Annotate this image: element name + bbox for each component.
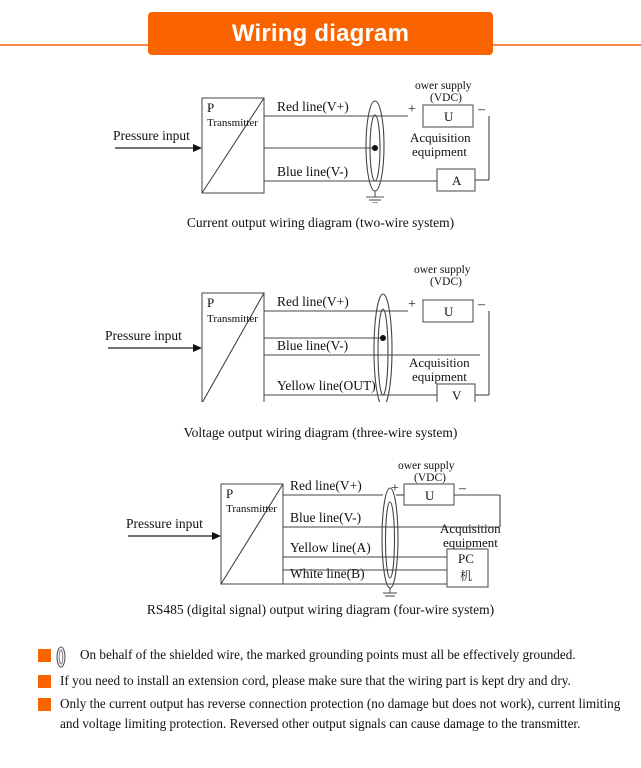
transmitter-symbol-1: P <box>207 100 215 115</box>
power-supply-label-line1-3: ower supply <box>398 460 455 472</box>
note-item <box>0 671 641 691</box>
power-supply-minus-1: – <box>478 102 485 117</box>
wire-label-3-1: Red line(V+) <box>290 478 362 493</box>
note-text: If you need to install an extension cord, please make sure that the wiring part is kept dry and dry. <box>60 673 571 688</box>
wire-label-2-2: Blue line(V-) <box>277 338 349 353</box>
acquisition-label-line1-2: Acquisition <box>409 355 470 370</box>
power-supply-box-1: U <box>444 109 454 124</box>
notes-list <box>0 645 641 737</box>
acquisition-box-2: V <box>452 388 462 402</box>
acquisition-box-line2-3: 机 <box>460 569 473 583</box>
diagram-caption-1: Current output wiring diagram (two-wire system) <box>186 215 455 230</box>
acquisition-label-line1-3: Acquisition <box>440 521 501 536</box>
note-item <box>0 694 641 734</box>
transmitter-label-3: Transmitter <box>226 503 277 515</box>
acquisition-box-1: A <box>452 173 462 188</box>
diagram-voltage-output <box>0 262 641 402</box>
acquisition-label-line1-1: Acquisition <box>410 130 471 145</box>
acquisition-label-line2-2: equipment <box>412 369 467 384</box>
page-title: Wiring diagram <box>231 19 410 47</box>
wire-label-1-1: Red line(V+) <box>277 99 349 114</box>
bullet-square-icon <box>38 698 51 711</box>
note-text: On behalf of the shielded wire, the marked grounding points must all be effectively grounded. <box>80 647 576 662</box>
acquisition-box-line1-3: PC <box>458 551 474 566</box>
pressure-input-label-3: Pressure input <box>126 516 203 531</box>
wire-label-2-1: Red line(V+) <box>277 294 349 309</box>
diagram-rs485-output <box>0 460 641 600</box>
transmitter-symbol-3: P <box>226 486 234 501</box>
note-text: Only the current output has reverse connection protection (no damage but does not work), current limiting and voltage limiting protection. Reversed other output signals can cause damage to the transmitter. <box>60 696 621 731</box>
wire-label-1-2: Blue line(V-) <box>277 164 349 179</box>
power-supply-label-line2-2: (VDC) <box>430 276 462 288</box>
power-supply-plus-3: + <box>391 481 399 496</box>
pressure-input-label-2: Pressure input <box>105 328 182 343</box>
power-supply-box-2: U <box>444 304 454 319</box>
power-supply-minus-3: – <box>459 481 466 496</box>
transmitter-label-2: Transmitter <box>207 313 258 325</box>
wire-label-3-4: White line(B) <box>290 566 365 581</box>
diagram-current-output <box>0 78 641 203</box>
note-item <box>0 645 641 668</box>
power-supply-label-line2-1: (VDC) <box>430 92 462 104</box>
wire-label-3-3: Yellow line(A) <box>290 540 371 555</box>
wire-label-3-2: Blue line(V-) <box>290 510 362 525</box>
power-supply-label-line2-3: (VDC) <box>414 472 446 484</box>
power-supply-plus-1: + <box>408 102 416 117</box>
power-supply-label-line1-2: ower supply <box>414 264 471 276</box>
power-supply-label-line1-1: ower supply <box>415 80 472 92</box>
wire-label-2-3: Yellow line(OUT) <box>277 378 376 393</box>
header <box>0 0 641 72</box>
diagram-caption-2: Voltage output wiring diagram (three-wire system) <box>183 425 458 440</box>
acquisition-label-line2-1: equipment <box>412 144 467 159</box>
title-banner <box>148 12 493 55</box>
power-supply-box-3: U <box>425 488 435 503</box>
bullet-square-icon <box>38 675 51 688</box>
power-supply-plus-2: + <box>408 297 416 312</box>
transmitter-symbol-2: P <box>207 295 215 310</box>
acquisition-label-line2-3: equipment <box>443 535 498 550</box>
power-supply-minus-2: – <box>478 297 485 312</box>
shielded-wire-icon <box>51 646 71 668</box>
transmitter-label-1: Transmitter <box>207 117 258 129</box>
pressure-input-label-1: Pressure input <box>113 128 190 143</box>
diagram-caption-3: RS485 (digital signal) output wiring diagram (four-wire system) <box>146 602 495 617</box>
bullet-square-icon <box>38 649 51 662</box>
